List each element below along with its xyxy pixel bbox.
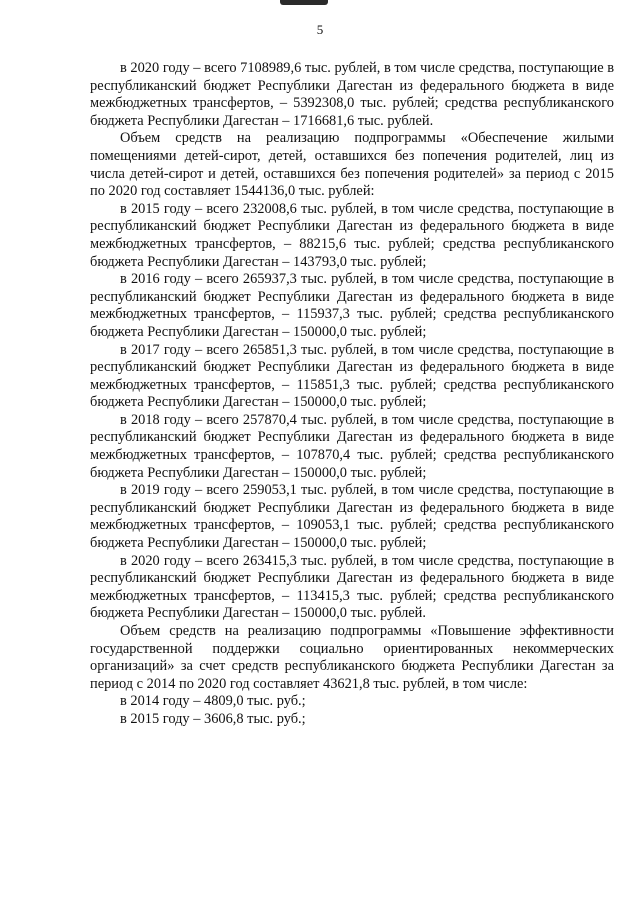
paragraph: Объем средств на реализацию подпрограммы «Повышение эффективности государственной поддержки социально ориентированных некоммерческих организаций» за счет средств республиканского бюджета Республики Дагестан за период с 2014 по 2020 год составляет 43621,8 тыс. рублей, в том числе: <box>90 623 614 692</box>
paragraph: в 2016 году – всего 265937,3 тыс. рублей, в том числе средства, поступающие в республиканский бюджет Республики Дагестан из федерального бюджета в виде межбюджетных трансфертов, – 115937,3 тыс. рублей; средства республиканского бюджета Республики Дагестан – 150000,0 тыс. рублей; <box>90 271 614 340</box>
body-text <box>90 60 614 729</box>
paragraph: в 2017 году – всего 265851,3 тыс. рублей, в том числе средства, поступающие в республиканский бюджет Республики Дагестан из федерального бюджета в виде межбюджетных трансфертов, – 115851,3 тыс. рублей; средства республиканского бюджета Республики Дагестан – 150000,0 тыс. рублей; <box>90 341 614 411</box>
paragraph: в 2015 году – 3606,8 тыс. руб.; <box>120 710 306 727</box>
paragraph: в 2020 году – всего 7108989,6 тыс. рублей, в том числе средства, поступающие в республиканский бюджет Республики Дагестан из федерального бюджета в виде межбюджетных трансфертов, – 5392308,0 тыс. рублей; средства республиканского бюджета Республики Дагестан – 1716681,6 тыс. рублей. <box>90 60 614 129</box>
paragraph: в 2020 году – всего 263415,3 тыс. рублей, в том числе средства, поступающие в республиканский бюджет Республики Дагестан из федерального бюджета в виде межбюджетных трансфертов, – 113415,3 тыс. рублей; средства республиканского бюджета Республики Дагестан – 150000,0 тыс. рублей. <box>90 552 614 622</box>
paragraph: Объем средств на реализацию подпрограммы «Обеспечение жилыми помещениями детей-сирот, детей, оставшихся без попечения родителей, лиц из числа детей-сирот и детей, оставшихся без попечения родителей» за период с 2015 по 2020 год составляет 1544136,0 тыс. рублей: <box>90 130 614 200</box>
paragraph: в 2018 году – всего 257870,4 тыс. рублей, в том числе средства, поступающие в республиканский бюджет Республики Дагестан из федерального бюджета в виде межбюджетных трансфертов, – 107870,4 тыс. рублей; средства республиканского бюджета Республики Дагестан – 150000,0 тыс. рублей; <box>90 411 614 481</box>
paragraph: в 2015 году – всего 232008,6 тыс. рублей, в том числе средства, поступающие в республиканский бюджет Республики Дагестан из федерального бюджета в виде межбюджетных трансфертов, – 88215,6 тыс. рублей; средства республиканского бюджета Республики Дагестан – 143793,0 тыс. рублей; <box>90 200 614 270</box>
paragraph: в 2019 году – всего 259053,1 тыс. рублей, в том числе средства, поступающие в республиканский бюджет Республики Дагестан из федерального бюджета в виде межбюджетных трансфертов, – 109053,1 тыс. рублей; средства республиканского бюджета Республики Дагестан – 150000,0 тыс. рублей; <box>90 482 614 552</box>
page-number: 5 <box>316 22 324 37</box>
paragraph: в 2014 году – 4809,0 тыс. руб.; <box>120 693 306 710</box>
scan-mark <box>280 0 328 5</box>
